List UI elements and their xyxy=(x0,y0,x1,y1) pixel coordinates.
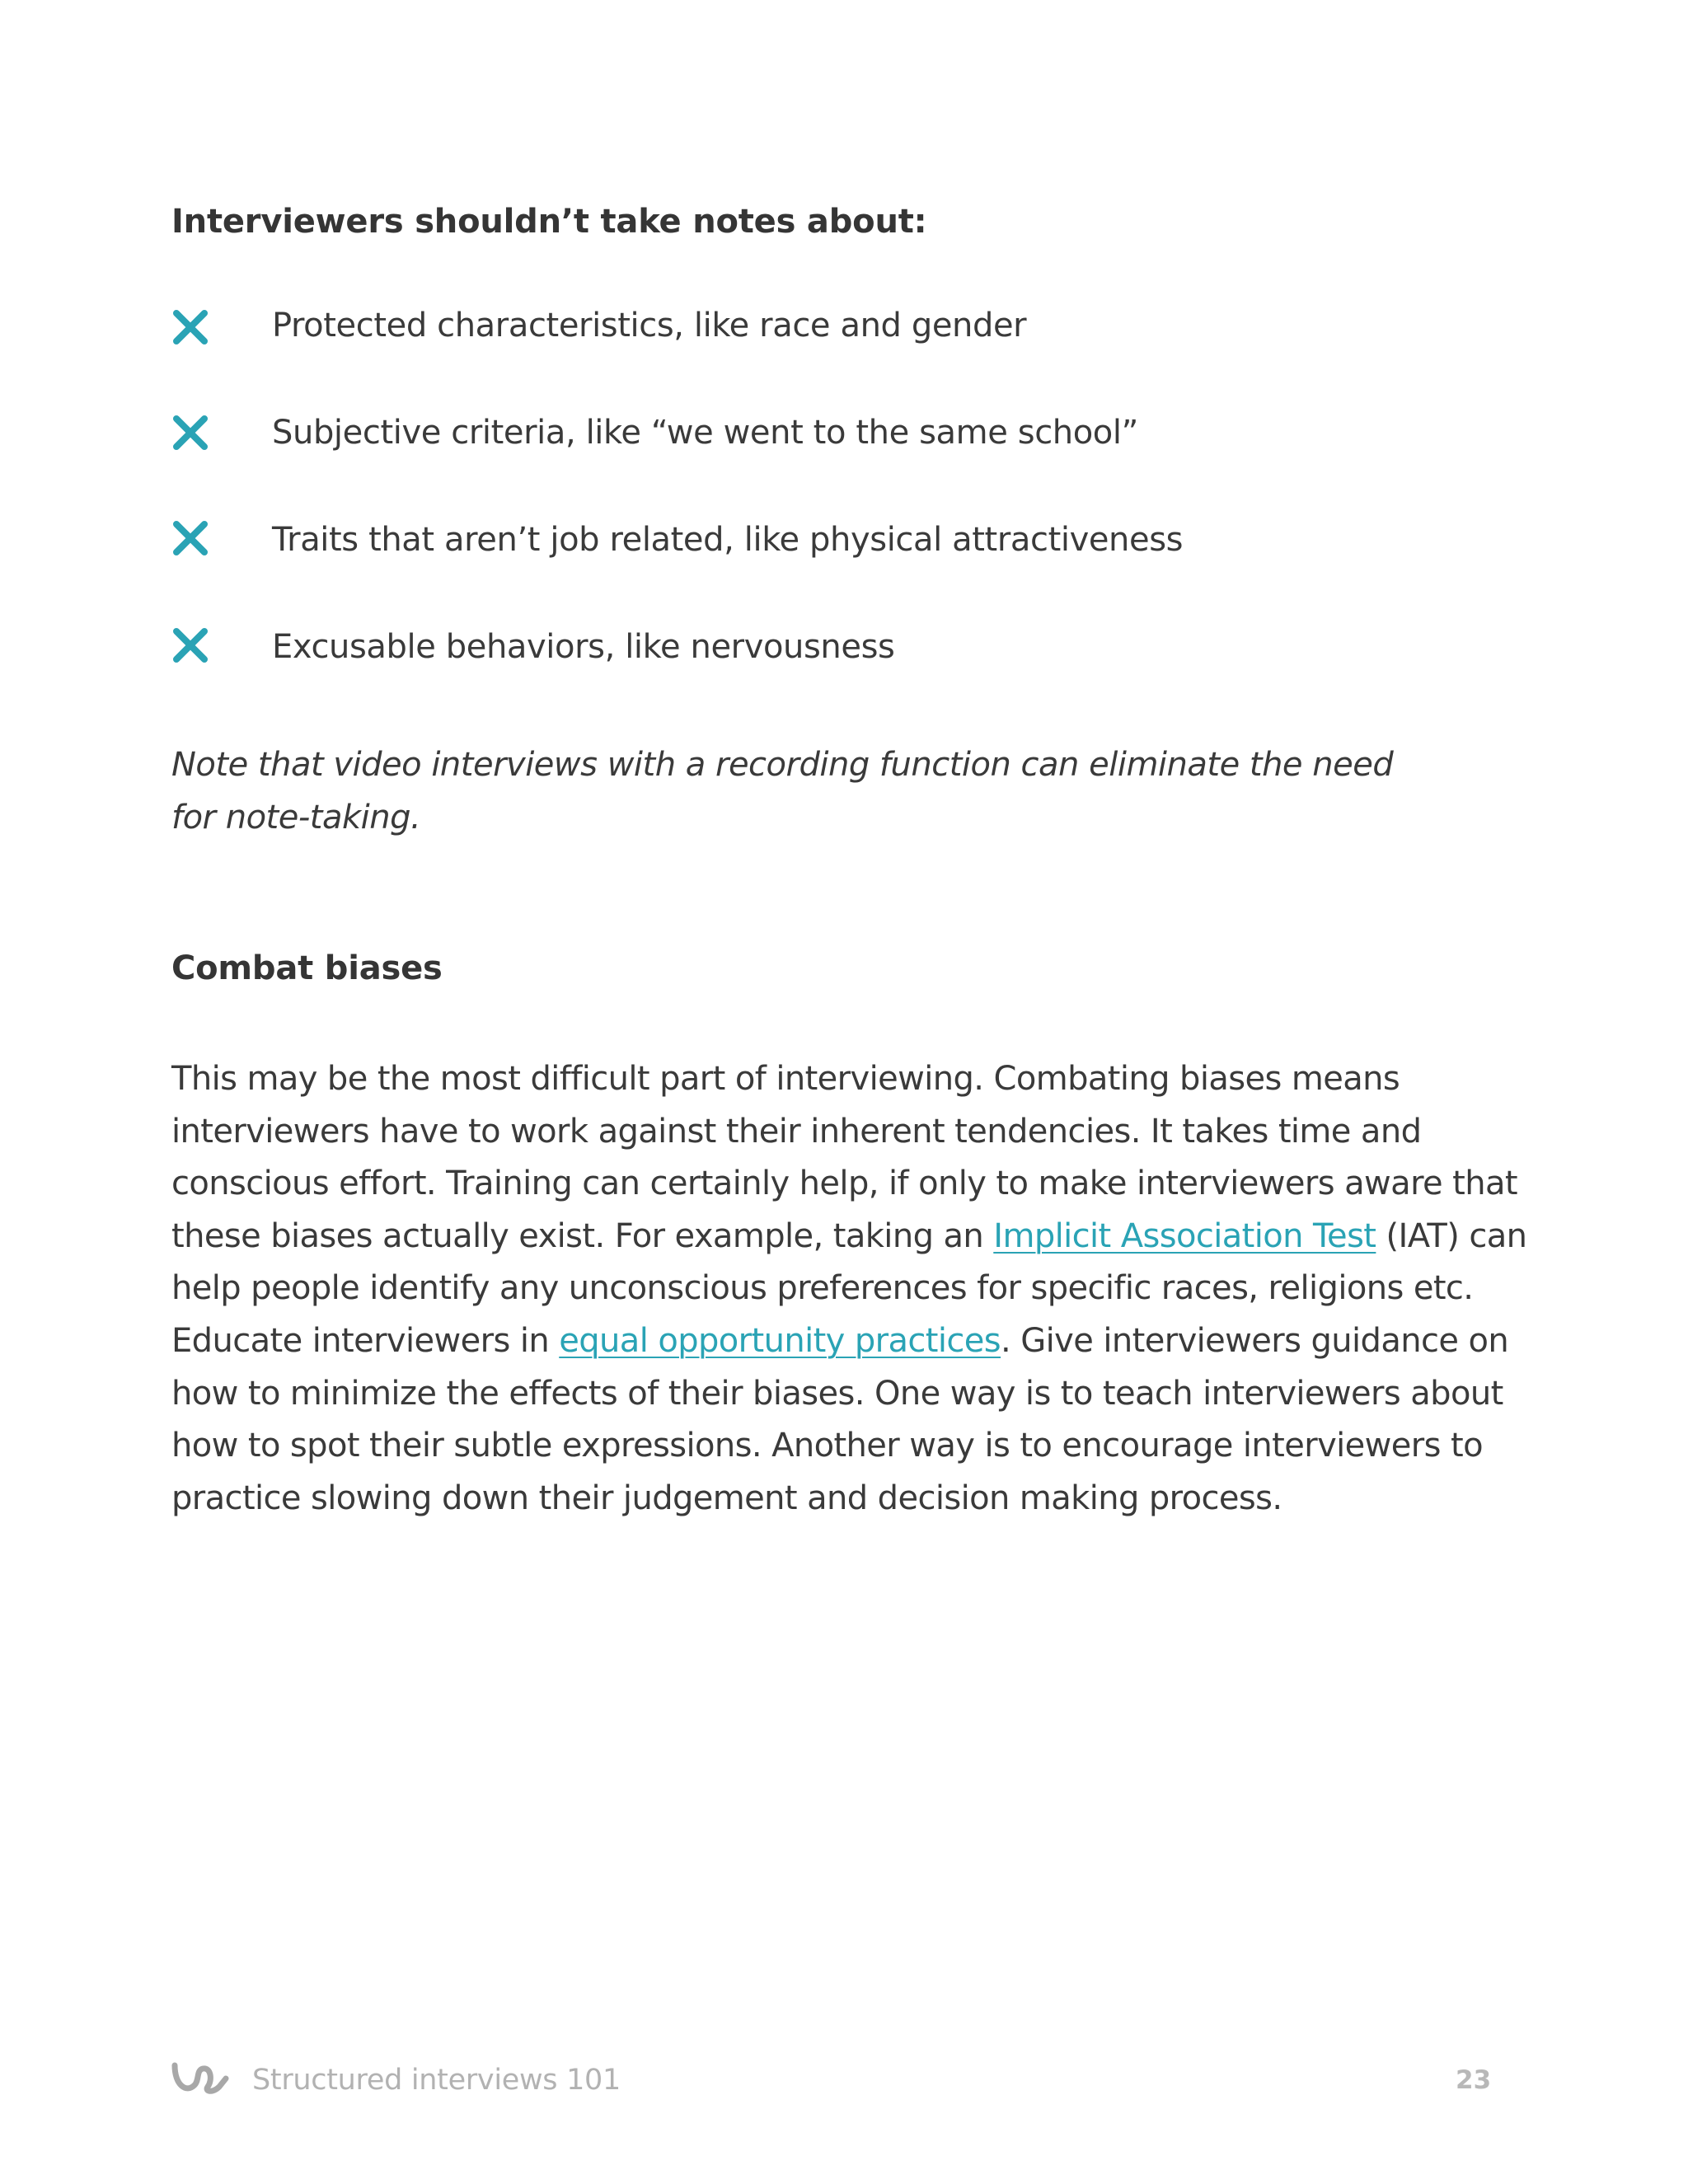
section-heading-notes: Interviewers shouldn’t take notes about: xyxy=(171,203,927,241)
brand-logo-icon xyxy=(171,2060,229,2097)
paragraph-line: how to minimize the effects of their biases. One way is to teach interviewers about xyxy=(171,1374,1503,1413)
x-mark-icon xyxy=(171,519,209,557)
list-item-text: Protected characteristics, like race and gender xyxy=(272,307,1027,344)
text-segment: Educate interviewers in xyxy=(171,1321,560,1360)
list-item-text: Subjective criteria, like “we went to the same school” xyxy=(272,414,1138,452)
document-page xyxy=(171,0,1527,2184)
footer-title: Structured interviews 101 xyxy=(252,2064,621,2097)
section-heading-biases: Combat biases xyxy=(171,949,443,987)
paragraph-line: how to spot their subtle expressions. Another way is to encourage interviewers to xyxy=(171,1427,1483,1465)
list-item-text: Excusable behaviors, like nervousness xyxy=(272,628,895,666)
x-mark-icon xyxy=(171,626,209,664)
x-mark-icon xyxy=(171,414,209,452)
text-segment: these biases actually exist. For example, taking an xyxy=(171,1216,994,1255)
note-line: for note-taking. xyxy=(171,799,421,837)
paragraph-line: This may be the most difficult part of interviewing. Combating biases means xyxy=(171,1060,1400,1098)
body-paragraph xyxy=(171,1053,1527,1525)
page-number: 23 xyxy=(1456,2065,1492,2095)
paragraph-line xyxy=(171,1211,1527,1263)
paragraph-line: conscious effort. Training can certainly help, if only to make interviewers aware that xyxy=(171,1165,1517,1203)
list-item xyxy=(171,414,1408,463)
paragraph-line xyxy=(171,1315,1523,1368)
text-segment: . Give interviewers guidance on xyxy=(1001,1321,1509,1360)
text-segment: (IAT) can xyxy=(1376,1216,1527,1255)
list-item xyxy=(171,626,1408,676)
note-paragraph xyxy=(171,738,1394,844)
list-item xyxy=(171,308,1408,358)
list-item-text: Traits that aren’t job related, like physical attractiveness xyxy=(272,521,1184,559)
implicit-association-test-link[interactable]: Implicit Association Test xyxy=(993,1216,1376,1255)
list-item xyxy=(171,519,1408,569)
note-line: Note that video interviews with a recording function can eliminate the need xyxy=(171,746,1394,784)
paragraph-line: help people identify any unconscious preferences for specific races, religions etc. xyxy=(171,1269,1474,1308)
x-mark-icon xyxy=(171,308,209,346)
paragraph-line: practice slowing down their judgement and decision making process. xyxy=(171,1479,1282,1517)
equal-opportunity-practices-link[interactable]: equal opportunity practices xyxy=(559,1321,1001,1360)
paragraph-line: interviewers have to work against their inherent tendencies. It takes time and xyxy=(171,1112,1422,1151)
